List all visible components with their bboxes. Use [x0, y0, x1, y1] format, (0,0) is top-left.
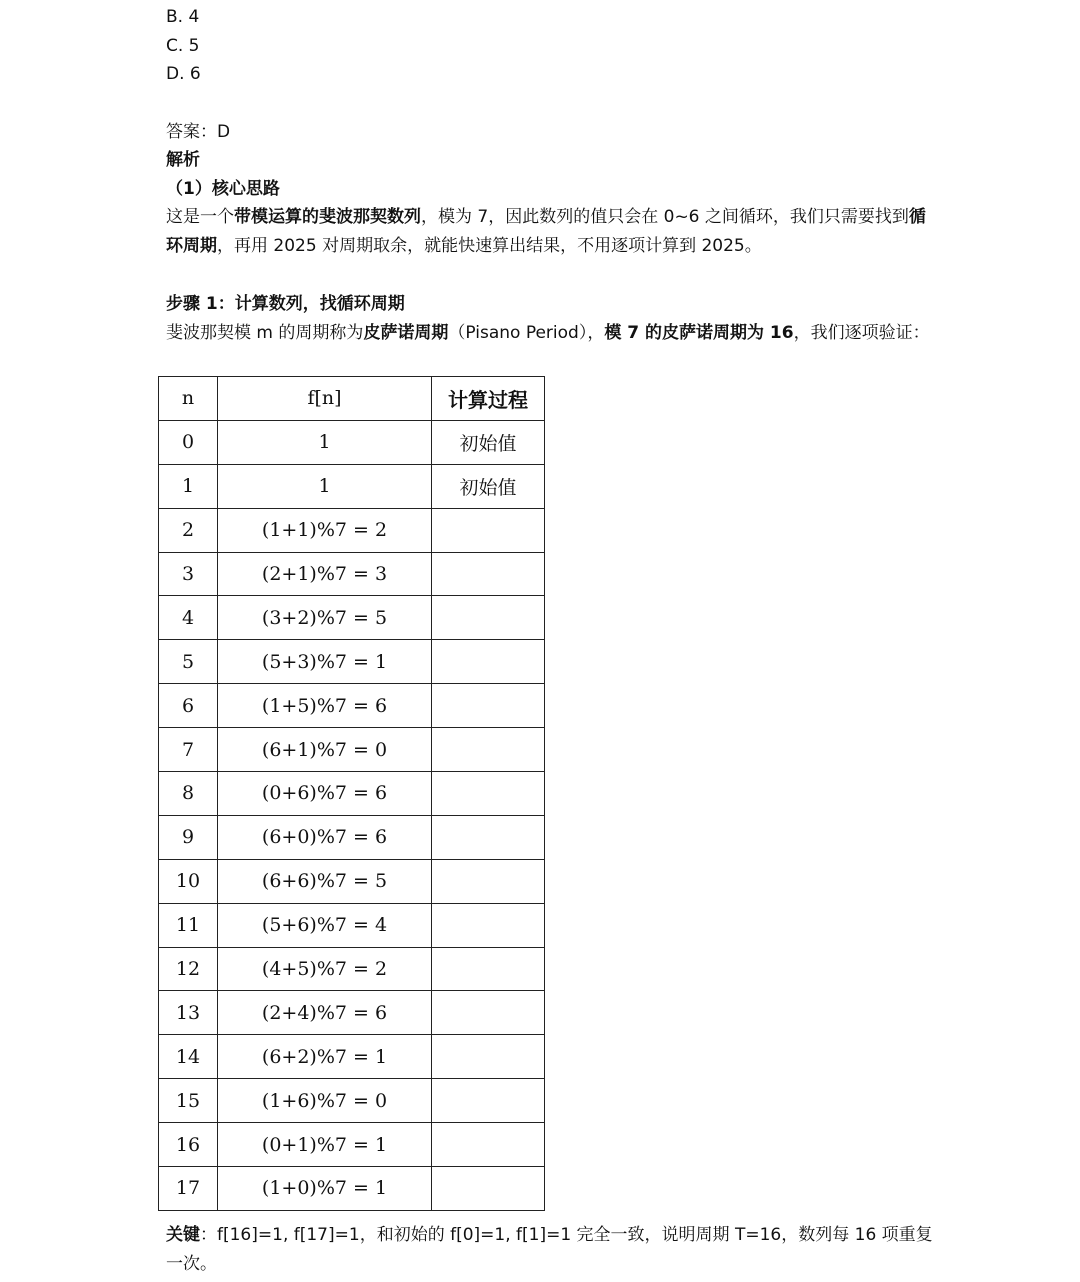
cell-process — [432, 1167, 545, 1211]
bold-run: 关键 — [166, 1225, 200, 1245]
table-row — [159, 1079, 545, 1123]
cell-n: 7 — [159, 728, 218, 772]
text-run: ，再用 2025 对周期取余，就能快速算出结果，不用逐项计算到 2025。 — [217, 236, 762, 256]
cell-process — [432, 859, 545, 903]
table-header-row — [159, 377, 545, 421]
cell-process — [432, 991, 545, 1035]
cell-n: 13 — [159, 991, 218, 1035]
cell-process — [432, 508, 545, 552]
cell-n: 4 — [159, 596, 218, 640]
cell-fn: 1 — [218, 420, 432, 464]
table-row — [159, 728, 545, 772]
cell-fn: (4+5)%7 = 2 — [218, 947, 432, 991]
cell-n: 14 — [159, 1035, 218, 1079]
table-row — [159, 859, 545, 903]
cell-process — [432, 772, 545, 816]
header-n: n — [159, 377, 218, 421]
text-run: ，我们逐项验证： — [793, 323, 930, 343]
cell-n: 9 — [159, 815, 218, 859]
option-c: C. 5 — [166, 36, 200, 56]
cell-process — [432, 728, 545, 772]
cell-process — [432, 947, 545, 991]
cell-fn: (5+3)%7 = 1 — [218, 640, 432, 684]
text-run: 斐波那契模 m 的周期称为 — [166, 323, 364, 343]
cell-fn: (6+6)%7 = 5 — [218, 859, 432, 903]
step1-paragraph — [166, 319, 936, 348]
text-run: 这是一个 — [166, 207, 234, 227]
cell-process — [432, 903, 545, 947]
option-b: B. 4 — [166, 7, 200, 27]
cell-process: 初始值 — [432, 464, 545, 508]
bold-run: 循环周期 — [166, 207, 926, 256]
cell-fn: (2+4)%7 = 6 — [218, 991, 432, 1035]
cell-process — [432, 552, 545, 596]
cell-fn: (5+6)%7 = 4 — [218, 903, 432, 947]
core-idea-heading: （1）核心思路 — [166, 179, 280, 199]
table-row — [159, 420, 545, 464]
cell-process — [432, 684, 545, 728]
bold-run: 模 7 的皮萨诺周期为 16 — [604, 323, 794, 343]
cell-n: 12 — [159, 947, 218, 991]
table-row — [159, 1123, 545, 1167]
cell-n: 0 — [159, 420, 218, 464]
cell-n: 8 — [159, 772, 218, 816]
table-row — [159, 464, 545, 508]
table-row — [159, 991, 545, 1035]
cell-n: 6 — [159, 684, 218, 728]
cell-fn: (3+2)%7 = 5 — [218, 596, 432, 640]
table-row — [159, 1167, 545, 1211]
bold-run: 带模运算的斐波那契数列 — [234, 207, 421, 227]
text-run: （Pisano Period）， — [448, 323, 605, 343]
cell-n: 15 — [159, 1079, 218, 1123]
cell-process — [432, 1035, 545, 1079]
cell-process — [432, 815, 545, 859]
bold-run: 皮萨诺周期 — [363, 323, 449, 343]
analysis-heading: 解析 — [166, 150, 200, 170]
table-row — [159, 640, 545, 684]
key-paragraph — [166, 1221, 936, 1279]
cell-fn: (1+0)%7 = 1 — [218, 1167, 432, 1211]
cell-n: 10 — [159, 859, 218, 903]
cell-fn: (6+2)%7 = 1 — [218, 1035, 432, 1079]
cell-fn: (2+1)%7 = 3 — [218, 552, 432, 596]
cell-n: 16 — [159, 1123, 218, 1167]
cell-n: 2 — [159, 508, 218, 552]
cell-n: 3 — [159, 552, 218, 596]
header-process: 计算过程 — [432, 377, 545, 421]
cell-n: 1 — [159, 464, 218, 508]
cell-fn: 1 — [218, 464, 432, 508]
answer-line: 答案：D — [166, 122, 231, 142]
header-fn: f[n] — [218, 377, 432, 421]
table-row — [159, 947, 545, 991]
table-row — [159, 1035, 545, 1079]
table-row — [159, 552, 545, 596]
table-row — [159, 596, 545, 640]
table-row — [159, 903, 545, 947]
cell-fn: (6+0)%7 = 6 — [218, 815, 432, 859]
option-d: D. 6 — [166, 64, 201, 84]
cell-n: 17 — [159, 1167, 218, 1211]
cell-process — [432, 640, 545, 684]
table-row — [159, 772, 545, 816]
cell-fn: (1+5)%7 = 6 — [218, 684, 432, 728]
cell-n: 11 — [159, 903, 218, 947]
cell-fn: (6+1)%7 = 0 — [218, 728, 432, 772]
step1-heading: 步骤 1：计算数列，找循环周期 — [166, 294, 405, 314]
text-run: ，模为 7，因此数列的值只会在 0~6 之间循环，我们只需要找到 — [421, 207, 909, 227]
table-row — [159, 508, 545, 552]
cell-fn: (0+1)%7 = 1 — [218, 1123, 432, 1167]
text-run: ：f[16]=1, f[17]=1，和初始的 f[0]=1, f[1]=1 完全一致，说明周期 T=16，数列每 16 项重复一次。 — [166, 1225, 933, 1274]
cell-process — [432, 1123, 545, 1167]
pisano-table — [158, 376, 545, 1211]
cell-process: 初始值 — [432, 420, 545, 464]
core-idea-paragraph — [166, 203, 936, 261]
cell-fn: (1+6)%7 = 0 — [218, 1079, 432, 1123]
cell-process — [432, 1079, 545, 1123]
table-row — [159, 684, 545, 728]
cell-process — [432, 596, 545, 640]
table-body — [159, 420, 545, 1210]
table-row — [159, 815, 545, 859]
cell-fn: (1+1)%7 = 2 — [218, 508, 432, 552]
cell-fn: (0+6)%7 = 6 — [218, 772, 432, 816]
cell-n: 5 — [159, 640, 218, 684]
